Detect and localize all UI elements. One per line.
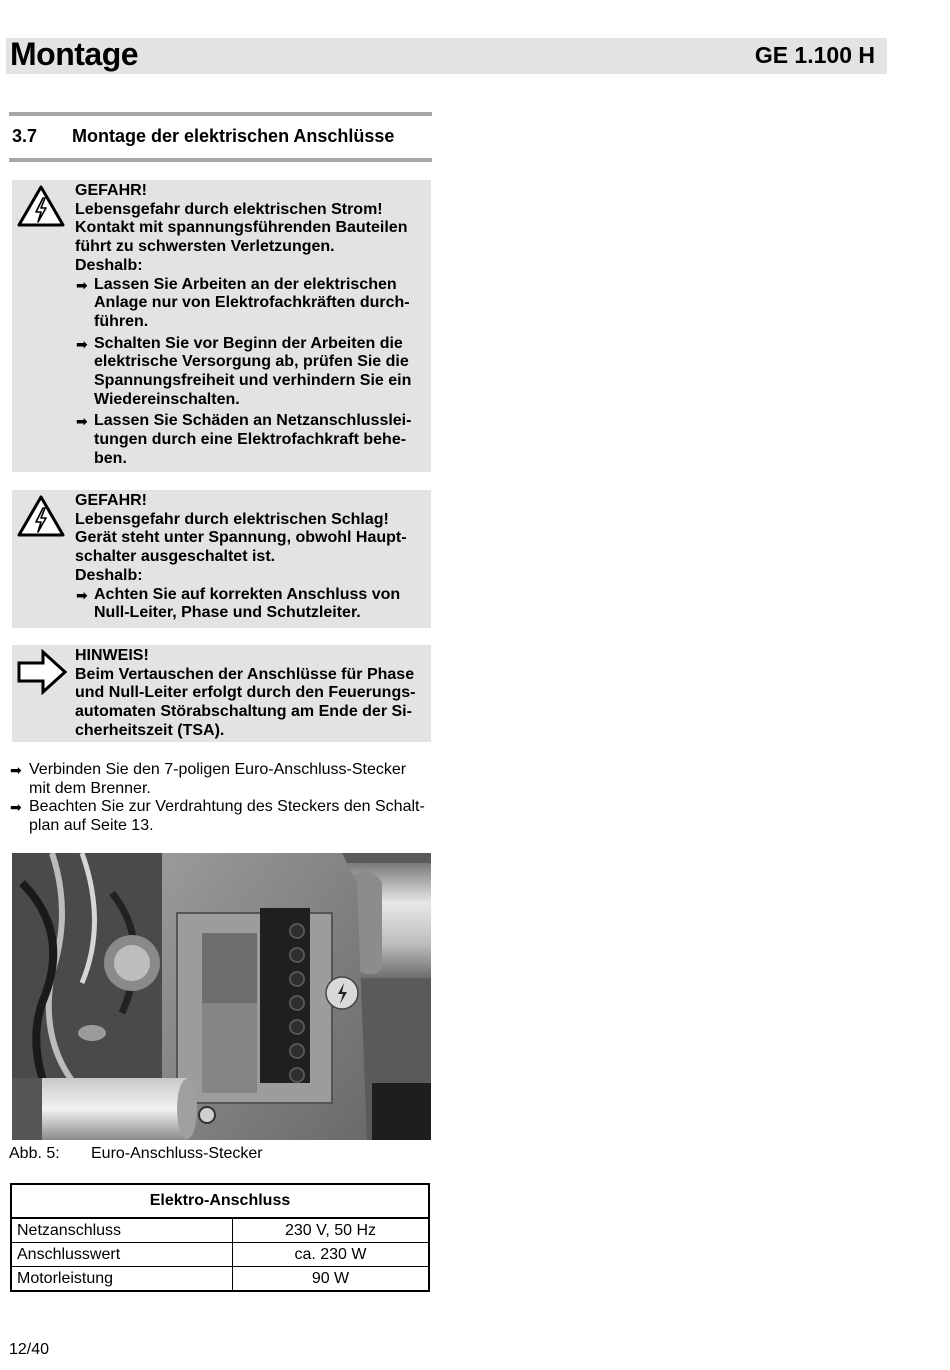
section-title: Montage der elektrischen Anschlüsse (72, 126, 395, 146)
text-line: Lebensgefahr durch elektrischen Strom! (75, 200, 383, 218)
arrow-right-icon: ➡ (76, 413, 88, 430)
danger-text (75, 492, 419, 623)
text-line: führen. (94, 312, 149, 330)
text-line: plan auf Seite 13. (29, 816, 154, 834)
text-line: automaten Störabschaltung am Ende der Si- (75, 703, 412, 721)
text-line: Wiedereinschalten. (94, 390, 240, 408)
section-heading (12, 126, 394, 147)
page-header (6, 38, 887, 74)
text-line: Spannungsfreiheit und verhindern Sie ein (94, 372, 412, 390)
table-title: Elektro-Anschluss (11, 1184, 429, 1218)
text-line: ben. (94, 449, 127, 467)
burner-connector-photo (12, 853, 431, 1140)
table-cell-value: 230 V, 50 Hz (232, 1218, 429, 1243)
table-row (11, 1243, 429, 1267)
instruction-item (75, 586, 419, 623)
text-line: Anlage nur von Elektrofachkräften durch- (94, 294, 410, 312)
table-cell-name: Anschlusswert (11, 1243, 232, 1267)
arrow-right-icon: ➡ (76, 335, 88, 352)
electric-hazard-icon (16, 184, 66, 228)
text-line: Beim Vertauschen der Anschlüsse für Phase (75, 665, 415, 683)
text-line: Kontakt mit spannungsführenden Bauteilen (75, 219, 408, 237)
text-line: führt zu schwersten Verletzungen. (75, 238, 335, 256)
text-line: Achten Sie auf korrekten Anschluss von (94, 585, 401, 603)
instruction-steps (9, 761, 439, 835)
figure-caption (9, 1145, 263, 1163)
electric-hazard-icon (16, 494, 66, 538)
section-rule-top (9, 112, 432, 116)
text-line: Lassen Sie Schäden an Netzanschlusslei- (94, 412, 412, 430)
danger-label: GEFAHR! (75, 182, 147, 199)
notice-arrow-icon (16, 649, 68, 695)
text-line: Lebensgefahr durch elektrischen Schlag! (75, 510, 389, 528)
arrow-right-icon: ➡ (76, 276, 88, 293)
danger-text (75, 182, 419, 469)
text-line: und Null-Leiter erfolgt durch den Feuerungs- (75, 684, 416, 702)
text-line: Deshalb: (75, 566, 143, 584)
text-line: mit dem Brenner. (29, 779, 151, 797)
text-line: tungen durch eine Elektrofachkraft behe- (94, 431, 407, 449)
figure-label: Abb. 5: (9, 1145, 60, 1162)
figure-title: Euro-Anschluss-Stecker (91, 1145, 263, 1162)
instruction-item (75, 276, 419, 332)
instruction-item (75, 335, 419, 410)
step-item (9, 798, 439, 835)
page-number: 12/40 (9, 1341, 50, 1358)
table-cell-value: ca. 230 W (232, 1243, 429, 1267)
text-line: Null-Leiter, Phase und Schutzleiter. (94, 604, 361, 622)
section-number: 3.7 (12, 126, 38, 146)
arrow-right-icon: ➡ (76, 586, 88, 603)
text-line: Verbinden Sie den 7-poligen Euro-Anschluss-Stecker (29, 761, 407, 778)
notice-text (75, 647, 419, 741)
text-line: Beachten Sie zur Verdrahtung des Steckers den Schalt- (29, 798, 425, 815)
step-item (9, 761, 439, 798)
table-row (11, 1218, 429, 1243)
text-line: Deshalb: (75, 256, 143, 274)
table-row (11, 1267, 429, 1292)
text-line: Gerät steht unter Spannung, obwohl Haupt- (75, 529, 407, 547)
section-rule-bottom (9, 158, 432, 162)
notice-label: HINWEIS! (75, 647, 149, 664)
instruction-item (75, 412, 419, 468)
text-line: Schalten Sie vor Beginn der Arbeiten die (94, 334, 403, 352)
text-line: cherheitszeit (TSA). (75, 721, 225, 739)
table-cell-name: Motorleistung (11, 1267, 232, 1292)
danger-box-shock (12, 490, 431, 628)
arrow-right-icon: ➡ (10, 799, 22, 815)
text-line: schalter ausgeschaltet ist. (75, 548, 276, 566)
model-name: GE 1.100 H (754, 42, 875, 68)
arrow-right-icon: ➡ (10, 762, 22, 778)
danger-box-current (12, 180, 431, 472)
electrical-spec-table (10, 1183, 430, 1292)
table-cell-value: 90 W (232, 1267, 429, 1292)
notice-box (12, 645, 431, 742)
danger-label: GEFAHR! (75, 492, 147, 509)
table-cell-name: Netzanschluss (11, 1218, 232, 1243)
page-title: Montage (10, 36, 139, 72)
text-line: elektrische Versorgung ab, prüfen Sie die (94, 353, 409, 371)
text-line: Lassen Sie Arbeiten an der elektrischen (94, 275, 397, 293)
